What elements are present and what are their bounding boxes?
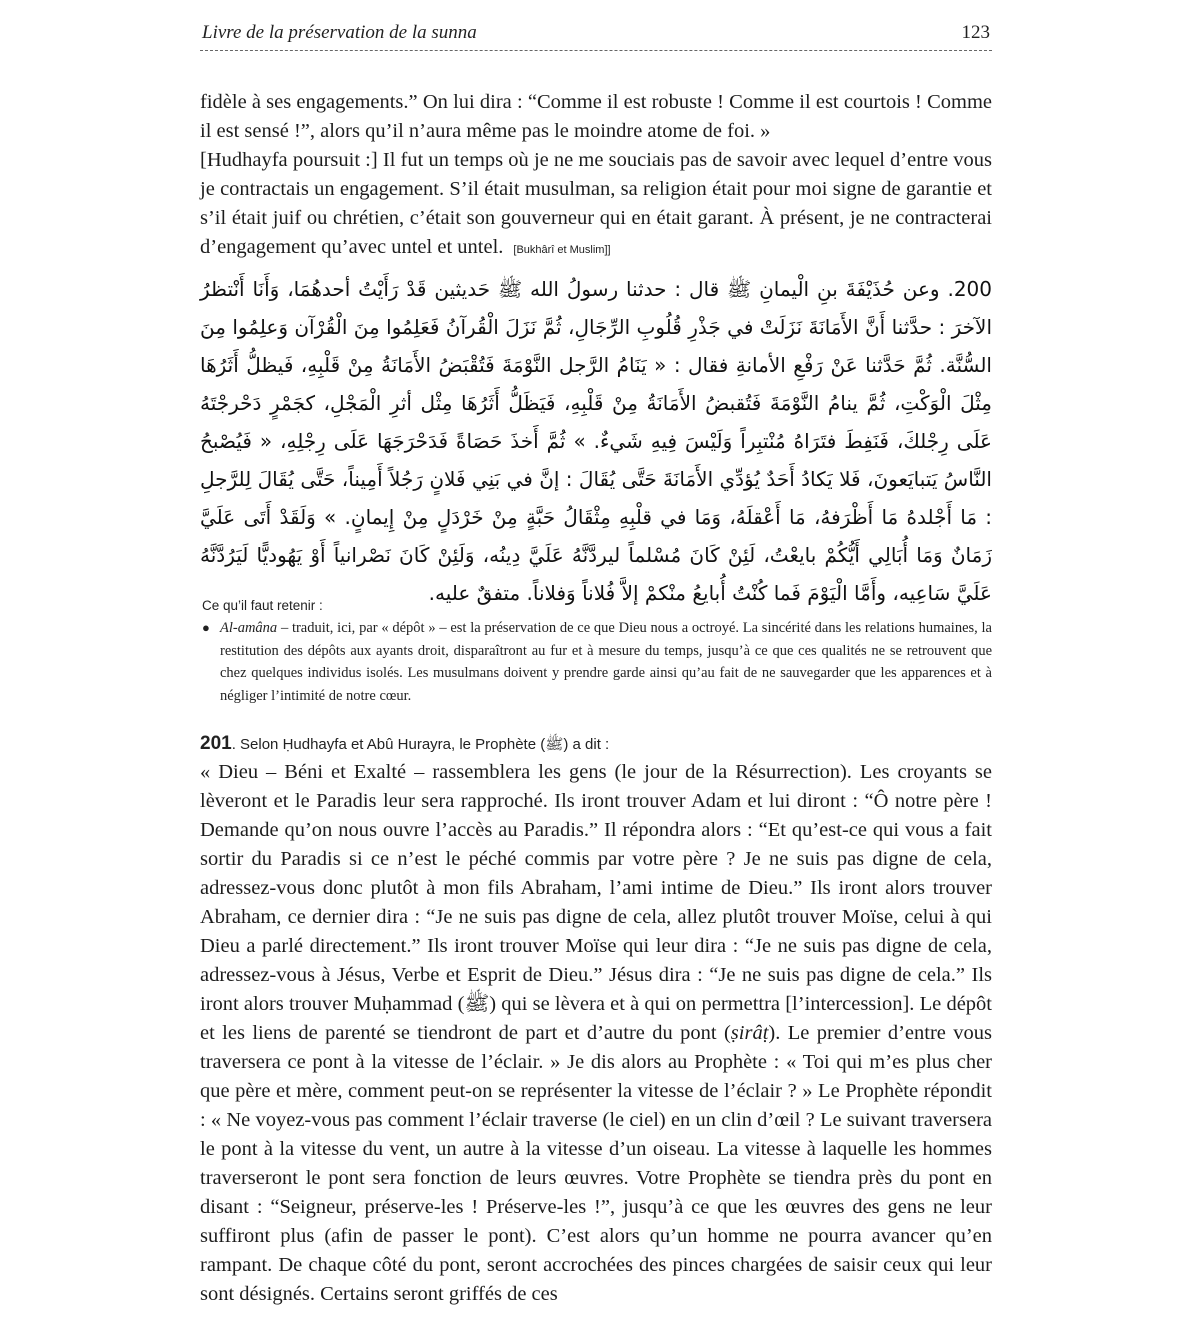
hadith-201-text-b: ). Le premier d’entre vous traversera ce pont à la vitesse de l’éclair. » Je dis alors au Prophète : « Toi qui m’es plus cher que père et mère, comment peut-on se représenter la vitesse de l’éclair ? » Le Prophète répondit : « Ne voyez-vous pas comment l’éclair traverse (le ciel) en un clin d’œil ? Le suivant traversera le pont à la vitesse du vent, un autre à la vitesse d’un oiseau. La vitesse à laquelle les hommes traverseront le pont sera fonction de leurs œuvres. Votre Prophète se tiendra près du pont en disant : “Seigneur, préserve-les ! Préserve-les !”, jusqu’à ce que les œuvres des gens ne leur suffiront plus (afin de passer le pont). C’est alors qu’un homme ne pourra avancer qu’en rampant. De chaque côté du pont, seront accrochées des pinces chargées de saisir ceux qui leur sont désignés. Certains seront griffés de ces bbox=[200, 1022, 993, 1305]
arabic-hadith-200: 200. وعن حُذَيْفَةَ بنِ الْيمانِ ﷺ قال : حدثنا رسولُ الله ﷺ حَديثين قَدْ رَأَيْتُ أحدهُمَا، وَأَنَا أَنْتظرُ الآخرَ : حدَّثنا أَنَّ الأَمَانَةَ نَزَلَتْ في جَذْرِ قُلُوبِ الرِّجَالِ، ثُمَّ نَزَلَ الْقُرآنُ فَعَلِمُوا مِنَ الْقُرْآن وَعلِمُوا مِنَ السُّنَّة. ثُمَّ حَدَّثنا عَنْ رَفْعِ الأمانةِ فقال : « يَنَامُ الرَّجل النَّوْمَةَ فَتُقْبَضُ الأَمَانَةُ مِنْ قَلْبِهِ، فَيظلُّ أَثَرُهَا مِثْلَ الْوَكْتِ، ثُمَّ ينامُ النَّوْمَةَ فَتُقبضُ الأَمَانَةُ مِنْ قَلْبِهِ، فَيَظَلُّ أَثَرُهَا مِثْل أثرِ الْمَجْلِ، كجَمْرٍ دَحْرجْتَهُ عَلَى رِجْلكَ، فَنَفِطَ فتَرَاهُ مُنْتبِراً وَلَيْسَ فِيهِ شَيءٌ. » ثُمَّ أَخذَ حَصَاةً فَدَحْرَجَهَا عَلَى رِجْلِهِ، « فَيُصْبحُ النَّاسُ يَتبايَعونَ، فَلا يَكادُ أَحَدٌ يُؤدِّي الأَمَانَةَ حَتَّى يُقَالَ : إنَّ في بَنِي فَلانٍ رَجُلاً أَمِيناً، حَتَّى يُقَالَ لِلرَّجلِ : مَا أَجْلدهُ مَا أَظْرَفهُ، مَا أَعْقلَهُ، وَمَا في قلْبِهِ مِثْقَالُ حَبَّةٍ مِنْ خَرْدَلٍ مِنْ إِيمانٍ. » وَلَقَدْ أَتَى عَلَيَّ زَمَانٌ وَمَا أُبَالِي أَيُّكُمْ بايعْتُ، لَئِنْ كَانَ مُسْلماً ليردَّنَّهُ عَلَيَّ دِينُه، وَلَئِنْ كَانَ نَصْرانياً أَوْ يَهُوديًّا لَيَرُدَّنَّهُ عَلَيَّ سَاعِيه، وأَمَّا الْيَوْمَ فَما كُنْتُ أُبايعُ منْكمْ إلاَّ فُلاناً وَفلاناً. متفقٌ عليه. bbox=[200, 277, 992, 605]
retain-item bbox=[200, 617, 992, 707]
hadith-intro: . Selon Ḥudhayfa et Abû Hurayra, le Prophète (ﷺ) a dit : bbox=[231, 736, 610, 753]
header-rule bbox=[200, 50, 992, 51]
hadith-201-text bbox=[200, 758, 992, 1309]
continuation-text-1: fidèle à ses engagements.” On lui dira : “Comme il est robuste ! Comme il est courtois ! Comme il est sensé !”, alors qu’il n’aura même pas le moindre atome de foi. » bbox=[200, 91, 992, 142]
retain-body: – traduit, ici, par « dépôt » – est la préservation de ce que Dieu nous a octroyé. La sincérité dans les relations humaines, la restitution des dépôts aux ayants droit, disparaîtront au fur et à mesure du temps, jusqu’à ce que ces qualités ne se retrouvent que chez quelques individus isolés. Les musulmans doivent y prendre garde ainsi qu’au fait de ne sauvegarder que les apparences et à négliger l’intimité de notre cœur. bbox=[220, 620, 992, 704]
running-header bbox=[200, 22, 992, 50]
sirat-term: ṣirâṭ bbox=[730, 1022, 769, 1044]
retain-box bbox=[200, 598, 992, 707]
retain-title: Ce qu’il faut retenir : bbox=[202, 598, 323, 613]
page-number: 123 bbox=[961, 22, 990, 43]
continuation-text-2: [Hudhayfa poursuit :] Il fut un temps où je ne me souciais pas de savoir avec lequel d’entre vous je contractais un engagement. S’il était musulman, sa religion était pour moi signe de garantie et s’il était juif ou chrétien, c’était son gouverneur qui en était garant. À présent, je ne contracterai d’engagement qu’avec untel et untel. bbox=[200, 149, 992, 258]
retain-item-text bbox=[220, 617, 992, 707]
continuation-text-2-wrap bbox=[200, 146, 992, 265]
retain-term: Al-amâna bbox=[220, 620, 278, 636]
hadith-201-text-a: « Dieu – Béni et Exalté – rassemblera les gens (le jour de la Résurrection). Les croyants se lèveront et le Paradis leur sera rapproché. Ils iront trouver Adam et lui diront : “Ô notre père ! Demande qu’on nous ouvre l’accès au Paradis.” Il répondra alors : “Et qu’est-ce qui vous a fait sortir du Paradis si ce n’est le péché commis par votre père ? Je ne suis pas digne de cela, adressez-vous donc plutôt à mon fils Abraham, l’ami intime de Dieu.” Ils iront alors trouver Abraham, ce dernier dira : “Je ne suis pas digne de cela, allez plutôt trouver Moïse, celui à qui Dieu a parlé directement.” Ils iront trouver Moïse qui leur dira : “Je ne suis pas digne de cela, adressez-vous à Jésus, Verbe et Esprit de Dieu.” Jésus dira : “Je ne suis pas digne de cela.” Ils iront alors trouver Muḥammad (ﷺ) qui se lèvera et à qui on permettra [l’intercession]. Le dépôt et les liens de parenté se tiendront de part et d’autre du pont ( bbox=[200, 761, 992, 1044]
bullet-icon: ● bbox=[202, 620, 210, 635]
hadith-number: 201 bbox=[200, 733, 232, 754]
continuation-paragraph bbox=[200, 88, 992, 265]
source-citation: [Bukhârî et Muslim]] bbox=[513, 244, 611, 256]
hadith-201-body bbox=[200, 758, 992, 1309]
running-title: Livre de la préservation de la sunna bbox=[202, 22, 477, 43]
hadith-201-heading bbox=[200, 733, 992, 757]
